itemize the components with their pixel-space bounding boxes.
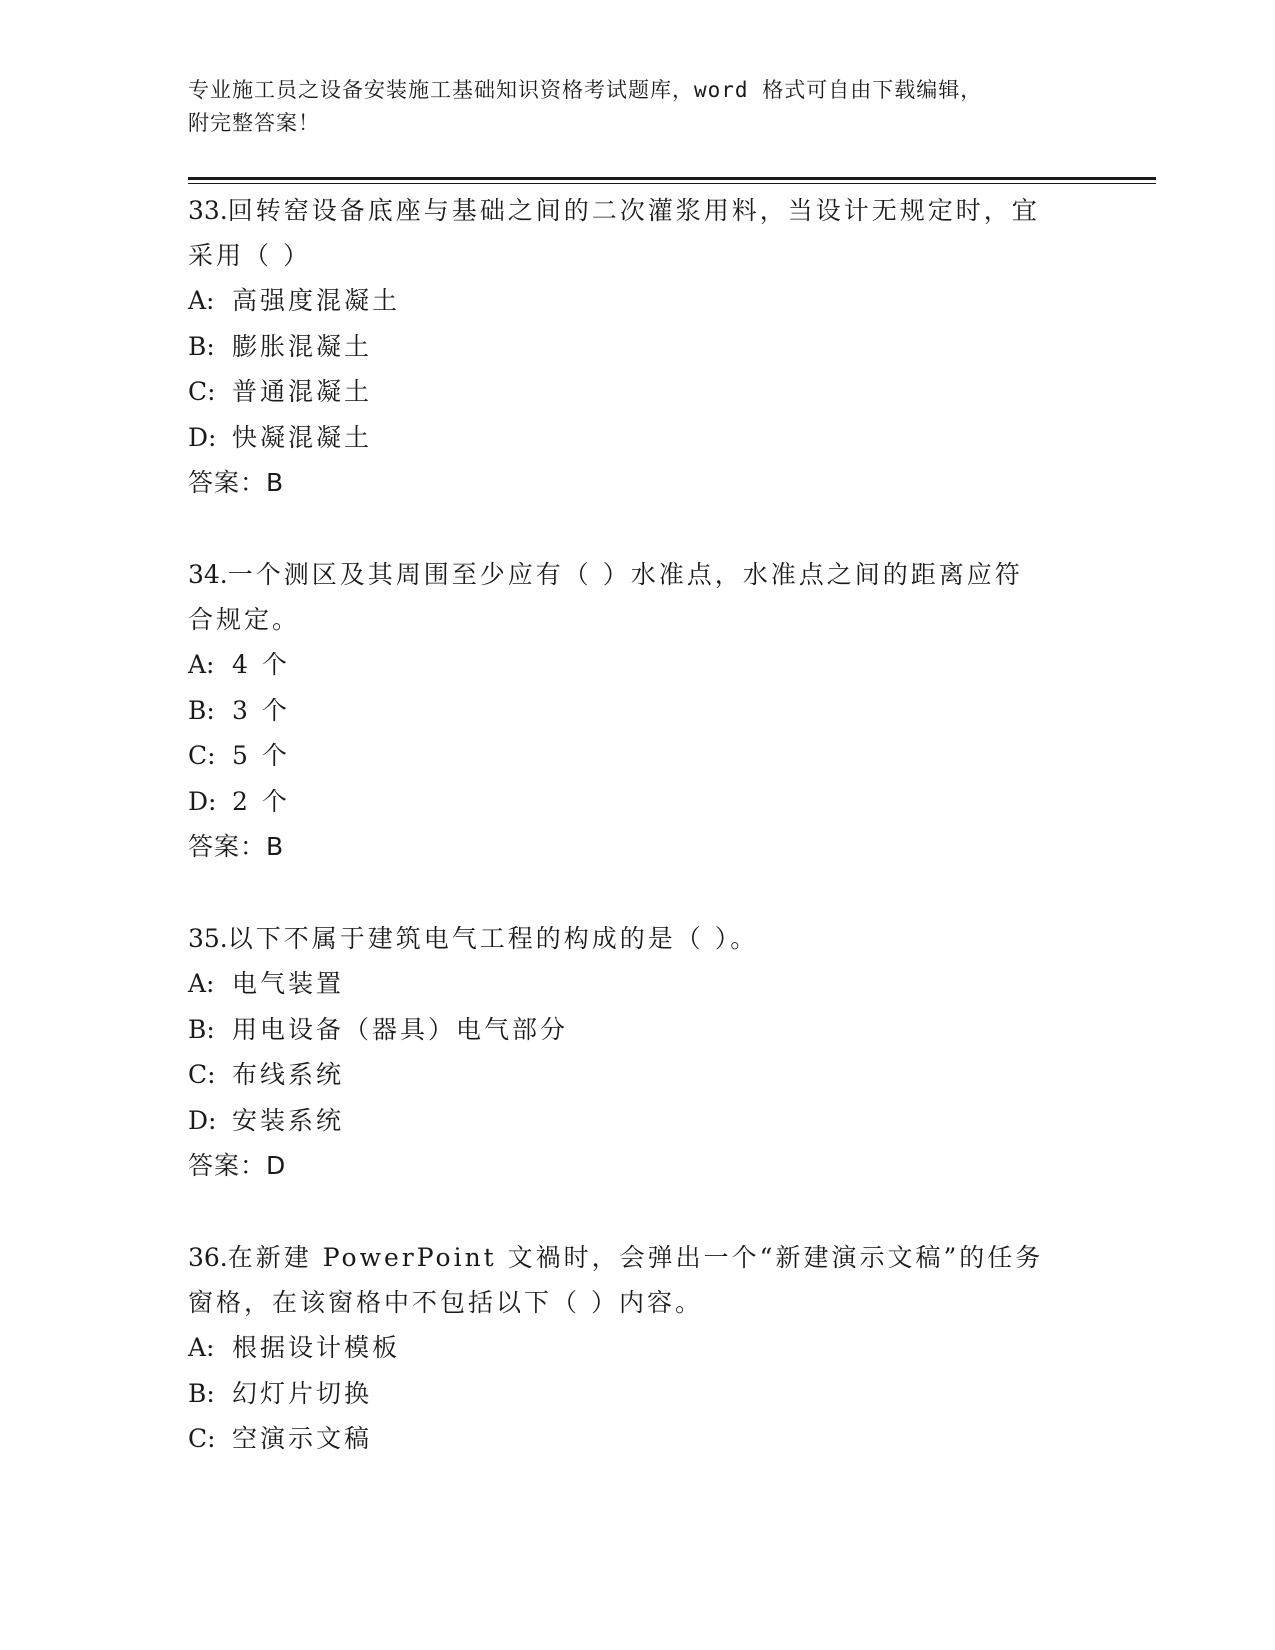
option-text: 普通混凝土	[232, 377, 373, 406]
question-number: 36.	[188, 1243, 228, 1272]
question-35	[188, 916, 1088, 1188]
option-letter: A:	[188, 650, 215, 679]
option-text: 布线系统	[232, 1060, 345, 1089]
option-letter: D:	[188, 1105, 217, 1135]
option-text: 快凝混凝土	[232, 422, 373, 452]
option-text: 空演示文稿	[232, 1424, 373, 1453]
option-b	[188, 324, 1088, 370]
option-a	[188, 278, 1088, 324]
option-letter: C:	[188, 1060, 216, 1089]
header-line-2: 附完整答案！	[188, 111, 320, 135]
option-text: 4 个	[232, 650, 290, 679]
option-letter: C:	[188, 377, 216, 406]
question-list	[188, 188, 1088, 1462]
question-text-continued: 采用（ ）	[188, 241, 311, 270]
option-text: 高强度混凝土	[232, 286, 401, 315]
question-text: 34.一个测区及其周围至少应有（ ）水准点，水准点之间的距离应符	[188, 560, 1023, 589]
header-line-1: 专业施工员之设备安装施工基础知识资格考试题库，word 格式可自由下载编辑，	[188, 78, 983, 102]
option-a	[188, 642, 1088, 688]
option-letter: A:	[188, 969, 215, 998]
answer-line: 答案：B	[188, 468, 285, 497]
option-c	[188, 369, 1088, 415]
option-d	[188, 779, 1088, 825]
option-text: 3 个	[232, 695, 290, 725]
option-a	[188, 1325, 1088, 1371]
option-b	[188, 688, 1088, 734]
option-letter: B:	[188, 1378, 215, 1408]
question-text: 36.在新建 PowerPoint 文禍时，会弹出一个“新建演示文稿”的任务	[188, 1243, 1044, 1272]
option-d	[188, 415, 1088, 461]
header-rule-thick	[188, 177, 1156, 180]
option-c	[188, 733, 1088, 779]
option-text: 2 个	[232, 786, 290, 816]
question-text-continued: 合规定。	[188, 605, 301, 634]
option-text: 幻灯片切换	[232, 1378, 373, 1408]
option-letter: B:	[188, 1014, 215, 1044]
question-34	[188, 552, 1088, 869]
option-letter: C:	[188, 741, 216, 770]
header-rule-thin	[188, 183, 1156, 184]
question-33	[188, 188, 1088, 505]
option-text: 安装系统	[232, 1105, 345, 1135]
option-text: 5 个	[232, 741, 290, 770]
option-letter: B:	[188, 695, 215, 725]
option-text: 用电设备（器具）电气部分	[232, 1014, 569, 1044]
option-text: 膨胀混凝土	[232, 331, 373, 361]
question-spacer	[188, 869, 1088, 916]
option-c	[188, 1416, 1088, 1462]
answer-line: 答案：B	[188, 832, 285, 861]
option-c	[188, 1052, 1088, 1098]
question-number: 34.	[188, 560, 228, 589]
question-number: 33.	[188, 196, 228, 225]
option-letter: D:	[188, 786, 217, 816]
option-b	[188, 1371, 1088, 1417]
question-text: 35.以下不属于建筑电气工程的构成的是（ ）。	[188, 924, 759, 953]
question-text: 33.回转窑设备底座与基础之间的二次灌浆用料，当设计无规定时，宜	[188, 196, 1040, 225]
question-spacer	[188, 1188, 1088, 1235]
option-d	[188, 1098, 1088, 1144]
option-letter: C:	[188, 1424, 216, 1453]
option-text: 根据设计模板	[232, 1333, 401, 1362]
question-number: 35.	[188, 924, 228, 953]
option-a	[188, 961, 1088, 1007]
answer-line: 答案：D	[188, 1151, 287, 1180]
question-36	[188, 1235, 1088, 1462]
option-text: 电气装置	[232, 969, 345, 998]
option-letter: B:	[188, 331, 215, 361]
option-letter: A:	[188, 1333, 215, 1362]
option-letter: D:	[188, 422, 217, 452]
document-header	[188, 74, 1088, 140]
option-b	[188, 1007, 1088, 1053]
question-text-continued: 窗格，在该窗格中不包括以下（ ）内容。	[188, 1288, 703, 1317]
question-spacer	[188, 505, 1088, 552]
option-letter: A:	[188, 286, 215, 315]
